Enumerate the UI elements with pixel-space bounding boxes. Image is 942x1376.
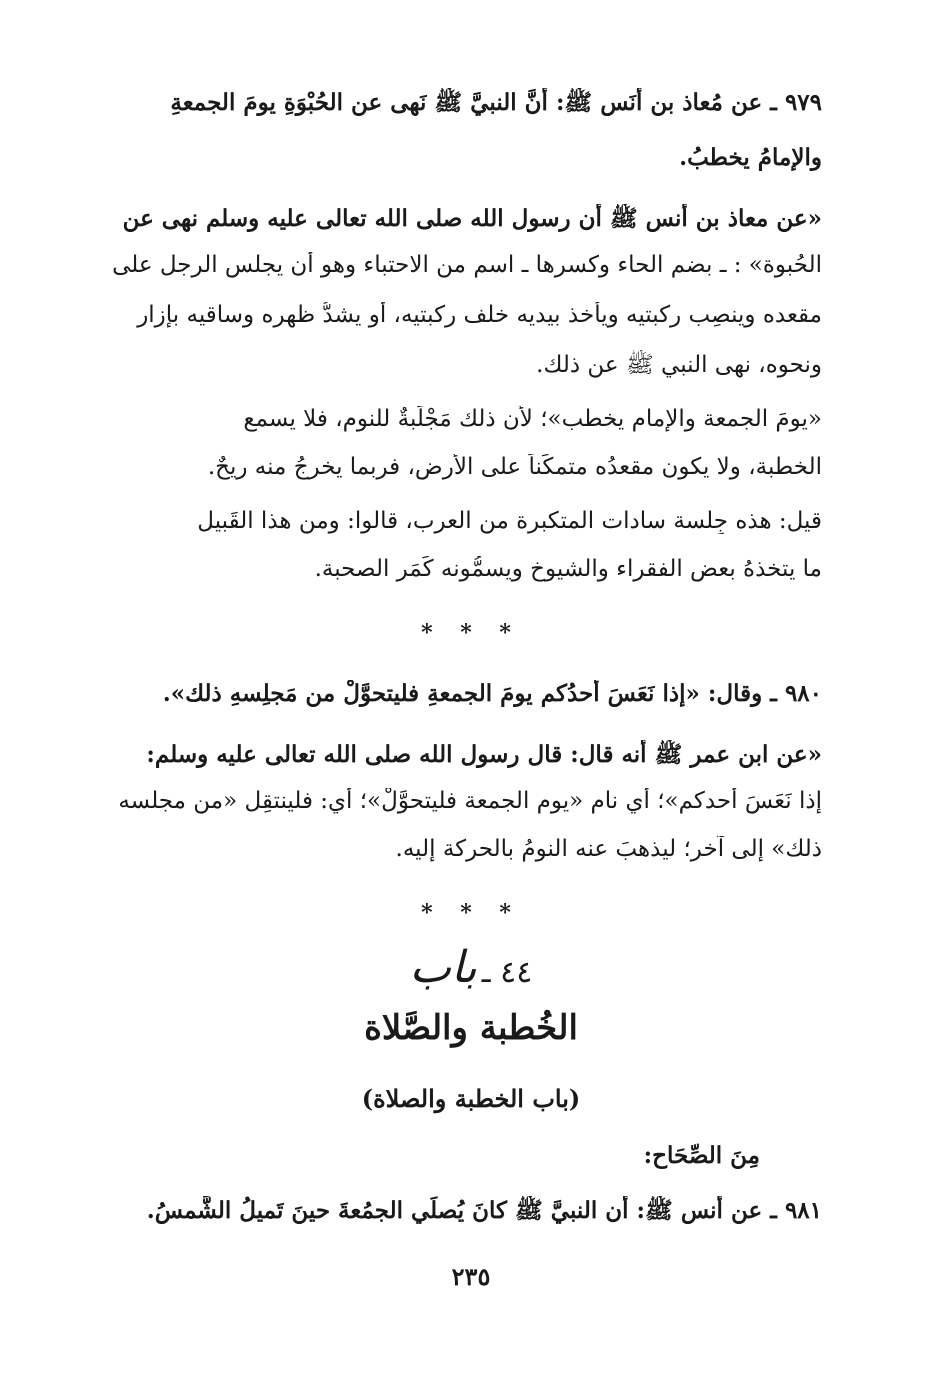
chapter-title: الخُطبة والصَّلاة	[364, 1008, 578, 1048]
chapter-heading	[0, 942, 942, 993]
commentary-980-line-3: ذلك» إلى آخر؛ ليذهبَ عنه النومُ بالحركة إليه.	[395, 836, 822, 862]
chapter-subtitle: (باب الخطبة والصلاة)	[361, 1084, 581, 1113]
section-label: مِنَ الصِّحَاحِ:	[643, 1142, 760, 1169]
chapter-number: ٤٤ ـ	[481, 955, 533, 990]
commentary-979-p3-line-1: قيل: هذه جِلسة سادات المتكبرة من العرب، قالوا: ومن هذا القَبيل	[197, 508, 822, 534]
hadith-979-line-2: والإمامُ يخطبُ.	[679, 144, 822, 171]
commentary-979-p2-line-1: «يومَ الجمعة والإمام يخطب»؛ لأن ذلك مَجْلَبةٌ للنوم، فلا يسمع	[243, 406, 822, 432]
commentary-979-p1-line-1: «عن معاذ بن أنس ﷺ أن رسول الله صلى الله تعالى عليه وسلم نهى عن	[122, 205, 822, 232]
commentary-979-p3-line-2: ما يتخذهُ بعض الفقراء والشيوخ ويسمُّونه كَمَر الصحبة.	[314, 556, 822, 582]
chapter-word: باب	[409, 942, 477, 993]
hadith-979-line-1: ٩٧٩ ـ عن مُعاذ بن أنَس ﷺ: أنَّ النبيَّ ﷺ نَهى عن الحُبْوَةِ يومَ الجمعةِ	[170, 89, 822, 116]
section-separator: * * *	[421, 620, 521, 646]
commentary-979-p2-line-2: الخطبة، ولا يكون مقعدُه متمكِّناً على الأرض، فربما يخرجُ منه ريحٌ.	[207, 454, 822, 480]
commentary-980-line-1: «عن ابن عمر ﷺ أنه قال: قال رسول الله صلى الله تعالى عليه وسلم:	[146, 741, 822, 768]
commentary-979-p1-line-2: الحُبوة» : ـ بضم الحاء وكسرها ـ اسم من الاحتباء وهو أن يجلس الرجل على	[112, 252, 822, 278]
page-number: ٢٣٥	[451, 1262, 491, 1291]
commentary-979-p1-line-3: مقعده وينصِب ركبتيه ويأخذ بيديه خلف ركبتيه، أو يشدُّ ظهره وساقيه بإزار	[137, 302, 822, 328]
commentary-980-line-2: إذا نَعَسَ أحدكم»؛ أي نام «يوم الجمعة فليتحوَّلْ»؛ أي: فلينتقِل «من مجلسه	[118, 788, 822, 814]
section-separator: * * *	[421, 900, 521, 926]
hadith-981-line-1: ٩٨١ ـ عن أنس ﷺ: أن النبيَّ ﷺ كانَ يُصلِّي الجمُعةَ حينَ تَميلُ الشَّمسُ.	[146, 1197, 822, 1224]
hadith-980-line-1: ٩٨٠ ـ وقال: «إذا نَعَسَ أحدُكم يومَ الجمعةِ فليتحوَّلْ من مَجلِسهِ ذلك».	[162, 680, 822, 707]
commentary-979-p1-line-4: ونحوه، نهى النبي ﷺ عن ذلك.	[536, 352, 822, 378]
